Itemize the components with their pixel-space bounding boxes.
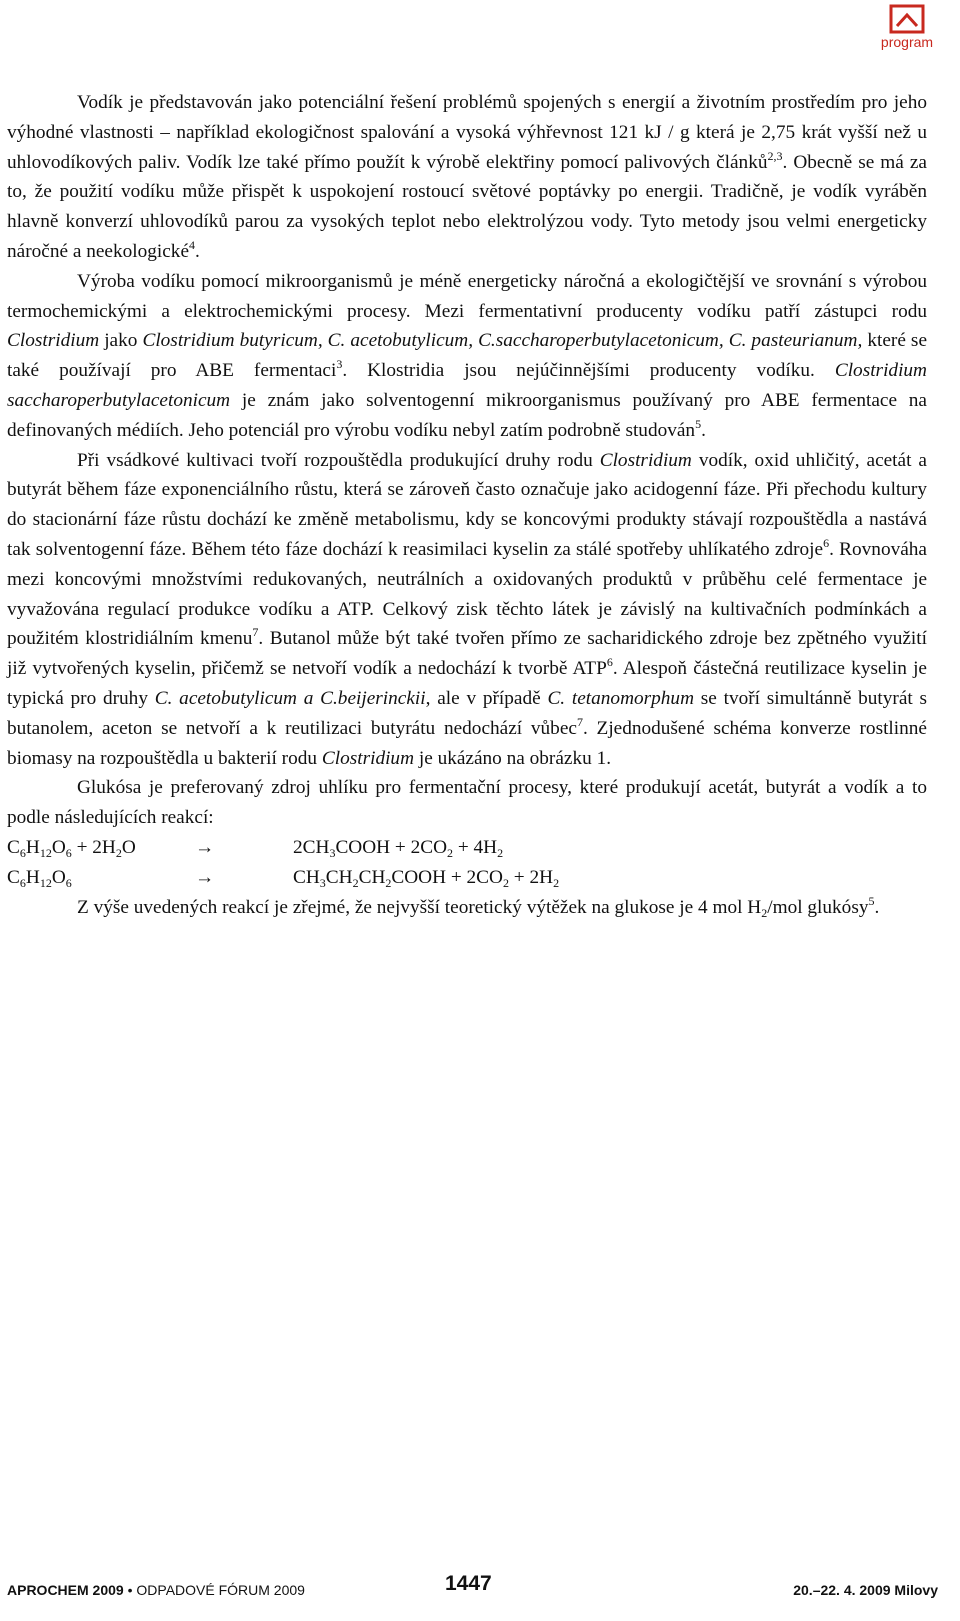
program-icon: [889, 4, 925, 34]
paragraph-4: Glukósa je preferovaný zdroj uhlíku pro fermentační procesy, které produkují acetát, butyrát a vodík a to podle následujících reakcí:: [7, 777, 927, 829]
program-link[interactable]: [874, 4, 940, 50]
reaction-equation-1: [7, 833, 927, 863]
page-footer: [7, 1572, 938, 1602]
page-number: 1447: [445, 1572, 492, 1595]
reaction-equation-2: [7, 863, 927, 893]
program-label: program: [880, 34, 934, 50]
citation: 5: [695, 416, 702, 431]
equation-reactants: $C_6H_{12}O_6$: [7, 866, 72, 890]
citation: 6: [606, 655, 613, 670]
reaction-arrow: →: [195, 836, 215, 858]
paragraph-5: Z výše uvedených reakcí je zřejmé, že nejvyšší teoretický výtěžek na glukose je 4 mol $H_2$/mol glukósy$^5$.: [77, 893, 880, 920]
paragraph-1: Vodík je představován jako potenciální řešení problémů spojených s energií a životním prostředím pro jeho výhodné vlastnosti – například ekologičnost spalování a vysoká výhřevnost 121 kJ / g která je 2,75 krát vyšší než u uhlovodíkových paliv. Vodík lze také přímo použít k výrobě elektřiny pomocí palivových článků$^{2,3}$. Obecně se má za to, že použití vodíku může přispět k uspokojení rostoucí světové poptávky po energii. Tradičně, je vodík vyráběn hlavně konverzí uhlovodíků parou za vysokých teplot nebo elektrolýzou vody. Tyto metody jsou velmi energeticky náročné a neekologické$^4$.: [7, 92, 927, 262]
reaction-arrow: →: [195, 866, 215, 888]
equation-products: $CH_3CH_2CH_2COOH + 2CO_2 + 2H_2$: [293, 866, 560, 890]
citation: 7: [576, 714, 583, 729]
footer-date-place: 20.–22. 4. 2009 Milovy: [793, 1582, 938, 1598]
footer-conference: APROCHEM 2009 • ODPADOVÉ FÓRUM 2009: [7, 1582, 305, 1598]
paragraph-3: Při vsádkové kultivaci tvoří rozpouštědla produkující druhy rodu Clostridium vodík, oxid uhličitý, acetát a butyrát během fáze exponenciálního růstu, která se zároveň často označuje jako acidogenní fáze. Při přechodu kultury do stacionární fáze růstu dochází ke změně metabolismu, kdy se koncovými produkty stávají rozpouštědla a nastává tak solventogenní fáze. Během této fáze dochází k reasimilaci kyselin za stálé spotřeby uhlíkatého zdroje$^6$. Rovnováha mezi koncovými množstvími redukovaných, neutrálních a oxidovaných produktů v průběhu celé fermentace je vyvažována regulací produkce vodíku a ATP. Celkový zisk těchto látek je závislý na kultivačních podmínkách a použitém klostridiálním kmenu$^7$. Butanol může být také tvořen přímo ze sacharidického zdroje bez zpětného využití již vytvořených kyselin, přičemž se netvoří vodík a nedochází k tvorbě ATP$^6$. Alespoň částečná reutilizace kyselin je typická pro druhy C. acetobutylicum a C.beijerinckii, ale v případě C. tetanomorphum se tvoří simultánně butyrát s butanolem, aceton se netvoří a k reutilizaci butyrátu nedochází vůbec$^7$. Zjednodušené schéma konverze rostlinné biomasy na rozpouštědla u bakterií rodu Clostridium je ukázáno na obrázku 1.: [7, 449, 928, 769]
citation: 3: [336, 357, 343, 372]
equation-reactants: $C_6H_{12}O_6 + 2H_2O$: [7, 836, 136, 860]
citation: 5: [868, 893, 875, 908]
citation: 4: [189, 237, 196, 252]
citation: 2,3: [767, 148, 783, 163]
citation: 7: [252, 625, 259, 640]
paragraph-2: Výroba vodíku pomocí mikroorganismů je méně energeticky náročná a ekologičtější ve srovnání s výrobou termochemickými a elektrochemickými procesy. Mezi fermentativní producenty vodíku patří zástupci rodu Clostridium jako Clostridium butyricum, C. acetobutylicum, C.saccharoperbutylacetonicum, C. pasteurianum, které se také používají pro ABE fermentaci$^3$. Klostridia jsou nejúčinnějšími producenty vodíku. Clostridium saccharoperbutylacetonicum je znám jako solventogenní mikroorganismus používaný pro ABE fermentace na definovaných médiích. Jeho potenciál pro výrobu vodíku nebyl zatím podrobně studován$^5$.: [7, 270, 927, 441]
equation-products: $2CH_3COOH + 2CO_2 + 4H_2$: [293, 836, 504, 860]
citation: 6: [823, 535, 830, 550]
article-body: [7, 88, 927, 922]
